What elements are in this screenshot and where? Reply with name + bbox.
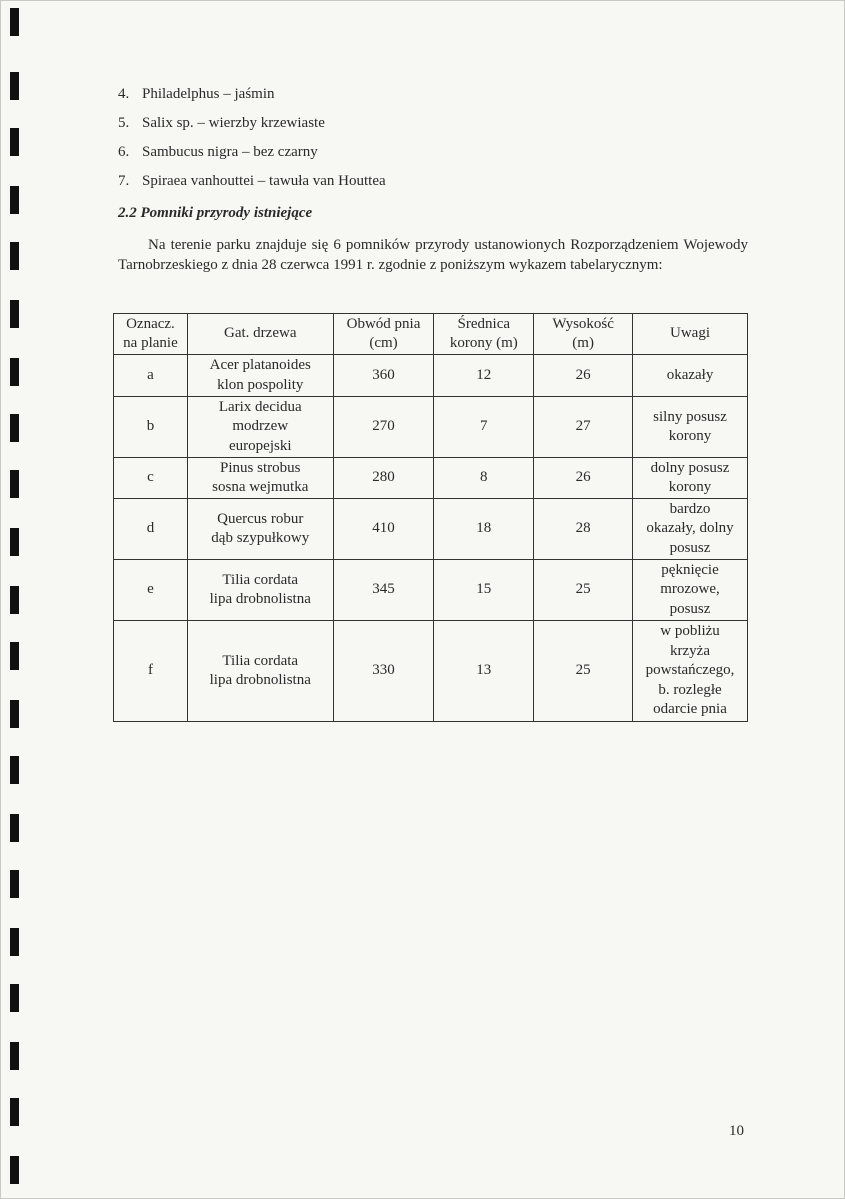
list-item: 6. Sambucus nigra – bez czarny	[118, 144, 318, 160]
table-cell: 410	[333, 499, 434, 560]
table-row	[114, 355, 748, 397]
table-row	[114, 499, 748, 560]
table-cell: 280	[333, 458, 434, 499]
table-cell: a	[114, 355, 188, 397]
table-cell: 360	[333, 355, 434, 397]
table-cell: Tilia cordata lipa drobnolistna	[187, 621, 333, 722]
table-cell: Tilia cordata lipa drobnolistna	[187, 560, 333, 621]
table-cell: 12	[434, 355, 534, 397]
list-item: 7. Spiraea vanhouttei – tawuła van Houttea	[118, 173, 386, 189]
table-cell: bardzo okazały, dolny posusz	[633, 499, 748, 560]
table-cell: b	[114, 397, 188, 458]
table-cell: 28	[534, 499, 633, 560]
table-cell: Quercus robur dąb szypułkowy	[187, 499, 333, 560]
intro-paragraph: Na terenie parku znajduje się 6 pomników przyrody ustanowionych Rozporządzeniem Wojewody Tarnobrzeskiego z dnia 28 czerwca 1991 r. zgodnie z poniższym wykazem tabelarycznym:	[118, 237, 748, 273]
table-cell: 26	[534, 458, 633, 499]
binding-holes	[10, 0, 20, 1199]
page-number: 10	[729, 1123, 744, 1139]
table-cell: d	[114, 499, 188, 560]
table-cell: 25	[534, 621, 633, 722]
table-cell: e	[114, 560, 188, 621]
table-cell: 18	[434, 499, 534, 560]
table-cell: 27	[534, 397, 633, 458]
list-item: 4. Philadelphus – jaśmin	[118, 86, 275, 102]
table-cell: 330	[333, 621, 434, 722]
header-height: Wysokość (m)	[534, 314, 633, 355]
table-row	[114, 560, 748, 621]
header-girth: Obwód pnia (cm)	[333, 314, 434, 355]
table-cell: 8	[434, 458, 534, 499]
table-cell: 270	[333, 397, 434, 458]
table-cell: 7	[434, 397, 534, 458]
table-cell: f	[114, 621, 188, 722]
section-number: 2.2	[118, 205, 137, 221]
table-cell: 25	[534, 560, 633, 621]
table-cell: 13	[434, 621, 534, 722]
table-row	[114, 397, 748, 458]
list-item: 5. Salix sp. – wierzby krzewiaste	[118, 115, 325, 131]
header-crown: Średnica korony (m)	[434, 314, 534, 355]
table-cell: 15	[434, 560, 534, 621]
table-cell: okazały	[633, 355, 748, 397]
monuments-table	[113, 313, 748, 722]
table-cell: c	[114, 458, 188, 499]
section-title: Pomniki przyrody istniejące	[140, 205, 313, 221]
species-list	[118, 80, 386, 196]
header-notes: Uwagi	[633, 314, 748, 355]
header-species: Gat. drzewa	[187, 314, 333, 355]
table-row	[114, 621, 748, 722]
table-header-row	[114, 314, 748, 355]
table-cell: silny posusz korony	[633, 397, 748, 458]
table-cell: Acer platanoides klon pospolity	[187, 355, 333, 397]
table-cell: Pinus strobus sosna wejmutka	[187, 458, 333, 499]
table-cell: w pobliżu krzyża powstańczego, b. rozległe odarcie pnia	[633, 621, 748, 722]
table-cell: dolny posusz korony	[633, 458, 748, 499]
table-row	[114, 458, 748, 499]
header-mark: Oznacz. na planie	[114, 314, 188, 355]
section-heading	[118, 205, 312, 222]
table-cell: pęknięcie mrozowe, posusz	[633, 560, 748, 621]
table-cell: Larix decidua modrzew europejski	[187, 397, 333, 458]
table-cell: 345	[333, 560, 434, 621]
table-cell: 26	[534, 355, 633, 397]
